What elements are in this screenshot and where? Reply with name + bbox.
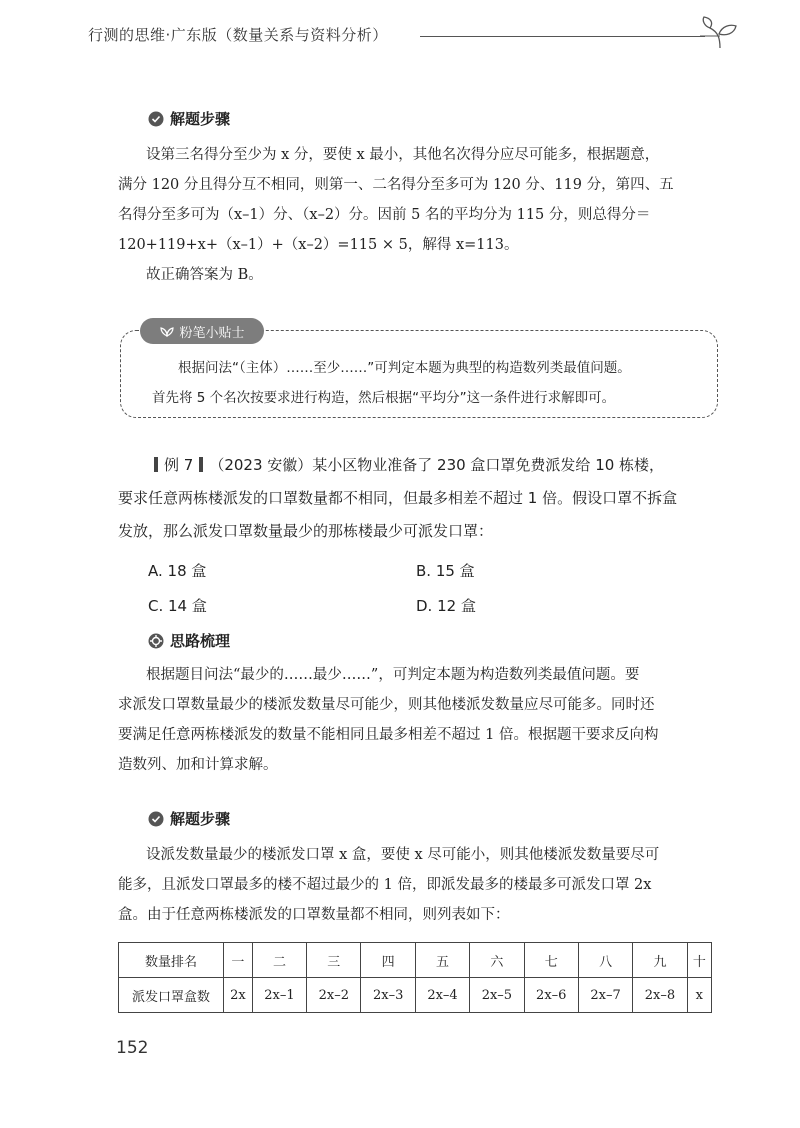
text-line: 满分 120 分且得分互不相同，则第一、二名得分至多可为 120 分、119 分，第四、五 bbox=[118, 177, 674, 193]
table-row bbox=[119, 943, 712, 978]
option-b: B. 15 盒 bbox=[416, 562, 475, 580]
text-line: 120+119+x+（x–1）+（x–2）=115 × 5，解得 x=113。 bbox=[118, 237, 519, 253]
table-cell: 2x–2 bbox=[307, 978, 361, 1013]
example-bar-right bbox=[199, 457, 203, 472]
thinking-paragraph bbox=[118, 660, 718, 780]
example-tag: 例 7 bbox=[164, 456, 194, 474]
text-line: 要满足任意两栋楼派发的数量不能相同且最多相差不超过 1 倍。根据题干要求反向构 bbox=[118, 727, 659, 743]
text-line: 造数列、加和计算求解。 bbox=[118, 757, 278, 773]
solution-paragraph-1 bbox=[118, 140, 718, 290]
table-cell: 九 bbox=[633, 943, 687, 978]
table-cell: 一 bbox=[224, 943, 253, 978]
gear-badge-icon bbox=[148, 111, 164, 127]
table-cell: 2x–4 bbox=[415, 978, 469, 1013]
section-heading-label: 解题步骤 bbox=[170, 110, 231, 128]
section-heading-label: 解题步骤 bbox=[170, 810, 231, 828]
section-heading-label: 思路梳理 bbox=[170, 632, 231, 650]
table-cell: 六 bbox=[470, 943, 524, 978]
table-cell: 2x–1 bbox=[252, 978, 306, 1013]
text-line: 求派发口罩数量最少的楼派发数量尽可能少，则其他楼派发数量应尽可能多。同时还 bbox=[118, 697, 655, 713]
sprout-icon bbox=[700, 14, 740, 50]
header-rule bbox=[420, 36, 705, 37]
tip-label-tab bbox=[140, 318, 264, 344]
tip-label: 粉笔小贴士 bbox=[179, 325, 245, 341]
table-cell: 八 bbox=[578, 943, 632, 978]
gear-badge-icon bbox=[148, 811, 164, 827]
text-line: 根据题目问法“最少的……最少……”，可判定本题为构造数列类最值问题。要 bbox=[146, 667, 640, 683]
page-number: 152 bbox=[116, 1038, 149, 1058]
table-cell: 2x–8 bbox=[633, 978, 687, 1013]
table-cell: 2x–3 bbox=[361, 978, 415, 1013]
text-line: 名得分至多可为（x–1）分、（x–2）分。因前 5 名的平均分为 115 分，则总得分＝ bbox=[118, 207, 651, 223]
ranking-table bbox=[118, 942, 712, 1013]
brain-badge-icon bbox=[148, 633, 164, 649]
option-d: D. 12 盒 bbox=[416, 597, 476, 615]
text-line: 设第三名得分至少为 x 分，要使 x 最小，其他名次得分应尽可能多，根据题意， bbox=[146, 147, 660, 163]
tip-line-2: 首先将 5 个名次按要求进行构造，然后根据“平均分”这一条件进行求解即可。 bbox=[152, 390, 616, 406]
text-line: 发放，那么派发口罩数量最少的那栋楼最少可派发口罩： bbox=[118, 522, 494, 540]
running-header-title: 行测的思维·广东版（数量关系与资料分析） bbox=[88, 26, 388, 44]
table-cell: 七 bbox=[524, 943, 578, 978]
leaf-icon bbox=[159, 325, 175, 337]
table-cell: 二 bbox=[252, 943, 306, 978]
table-cell: x bbox=[687, 978, 711, 1013]
text-line: 盒。由于任意两栋楼派发的口罩数量都不相同，则列表如下： bbox=[118, 907, 510, 923]
text-line: 能多，且派发口罩最多的楼不超过最少的 1 倍，即派发最多的楼最多可派发口罩 2x bbox=[118, 877, 652, 893]
option-c: C. 14 盒 bbox=[148, 597, 207, 615]
table-cell: 四 bbox=[361, 943, 415, 978]
solution-paragraph-2 bbox=[118, 840, 718, 930]
text-line: 设派发数量最少的楼派发口罩 x 盒，要使 x 尽可能小，则其他楼派发数量要尽可 bbox=[146, 847, 660, 863]
table-cell: 2x–6 bbox=[524, 978, 578, 1013]
table-cell: 2x–5 bbox=[470, 978, 524, 1013]
table-cell: 三 bbox=[307, 943, 361, 978]
table-row bbox=[119, 978, 712, 1013]
example-question-continued bbox=[118, 482, 718, 548]
table-cell: 2x bbox=[224, 978, 253, 1013]
table-cell: 十 bbox=[687, 943, 711, 978]
table-cell: 派发口罩盒数 bbox=[119, 978, 224, 1013]
section-heading-solution-steps-2 bbox=[148, 808, 230, 829]
section-heading-solution-steps-1 bbox=[148, 108, 230, 129]
text-line: 要求任意两栋楼派发的口罩数量都不相同，但最多相差不超过 1 倍。假设口罩不拆盒 bbox=[118, 489, 678, 507]
example-bar-left bbox=[154, 457, 158, 472]
table-cell: 数量排名 bbox=[119, 943, 224, 978]
tip-line-1: 根据问法“（主体）……至少……”可判定本题为典型的构造数列类最值问题。 bbox=[178, 360, 631, 376]
table-cell: 2x–7 bbox=[578, 978, 632, 1013]
answer-line: 故正确答案为 B。 bbox=[146, 267, 263, 283]
text-line: 例 7 （2023 安徽）某小区物业准备了 230 盒口罩免费派发给 10 栋楼， bbox=[148, 449, 718, 482]
section-heading-thinking bbox=[148, 630, 230, 651]
option-a: A. 18 盒 bbox=[148, 562, 207, 580]
table-cell: 五 bbox=[415, 943, 469, 978]
example-question bbox=[148, 449, 718, 482]
